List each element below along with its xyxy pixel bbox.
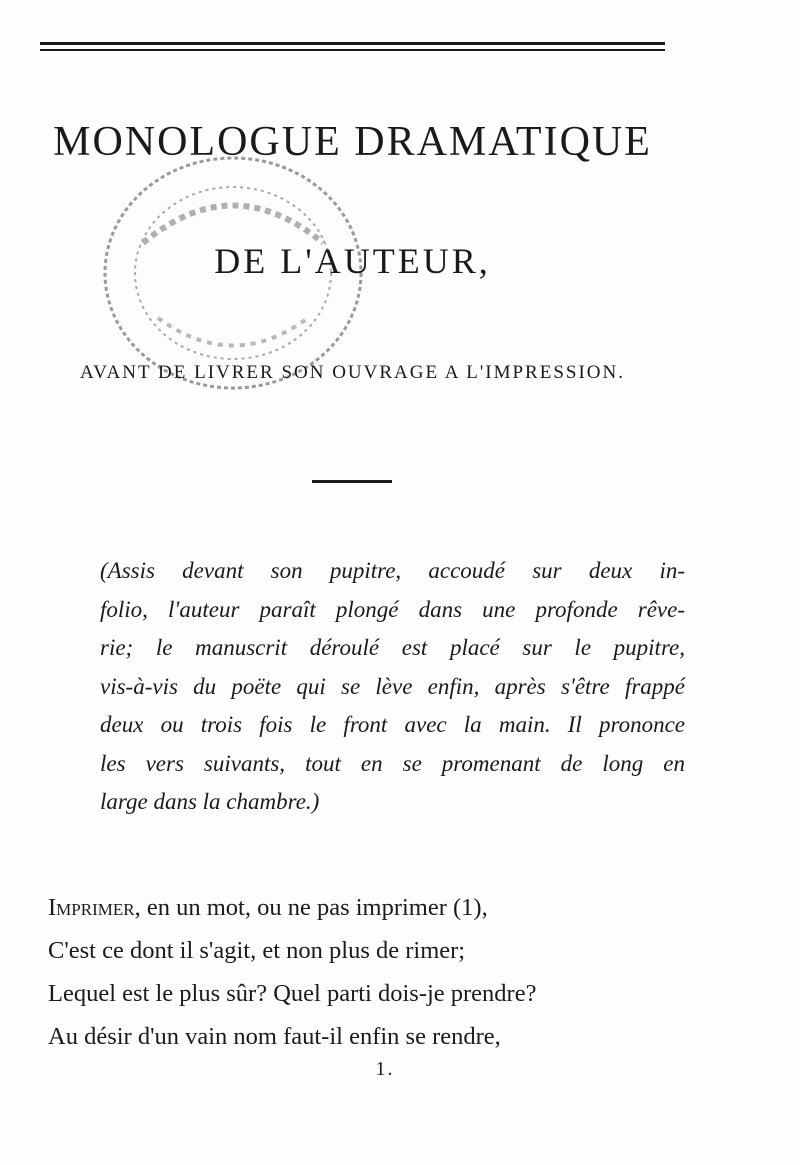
stage-line: les vers suivants, tout en se promenant de long en	[100, 750, 685, 776]
stage-line: deux ou trois fois le front avec la main. Il prononce	[100, 712, 685, 737]
stage-line: folio, l'auteur paraît plongé dans une profonde rêve-	[100, 596, 685, 622]
verse-first-line-rest: , en un mot, ou ne pas imprimer (1),	[134, 894, 488, 921]
page-subheading: AVANT DE LIVRER SON OUVRAGE A L'IMPRESSION.	[80, 362, 625, 383]
verse-line: Lequel est le plus sûr? Quel parti dois-je prendre?	[48, 980, 537, 1007]
verse-line: Au désir d'un vain nom faut-il enfin se rendre,	[48, 1023, 501, 1050]
verse-first-word: Imprimer	[48, 894, 135, 921]
verse-line: C'est ce dont il s'agit, et non plus de rimer;	[48, 937, 466, 964]
verse-line	[48, 886, 668, 929]
page-subtitle: DE L'AUTEUR,	[214, 241, 491, 281]
top-double-rule	[40, 40, 665, 54]
top-rule-thick	[40, 42, 665, 45]
stage-line: (Assis devant son pupitre, accoudé sur deux in-	[100, 558, 685, 583]
page-title: MONOLOGUE DRAMATIQUE	[53, 119, 652, 165]
section-divider	[312, 480, 392, 483]
stage-line: rie; le manuscrit déroulé est placé sur le pupitre,	[100, 635, 685, 660]
stage-direction	[100, 552, 685, 822]
stage-line: large dans la chambre.)	[100, 789, 320, 814]
verse-block	[48, 886, 668, 1058]
stage-line: vis-à-vis du poëte qui se lève enfin, après s'être frappé	[100, 673, 685, 699]
top-rule-thin	[40, 49, 665, 51]
page-number: 1.	[375, 1058, 395, 1080]
